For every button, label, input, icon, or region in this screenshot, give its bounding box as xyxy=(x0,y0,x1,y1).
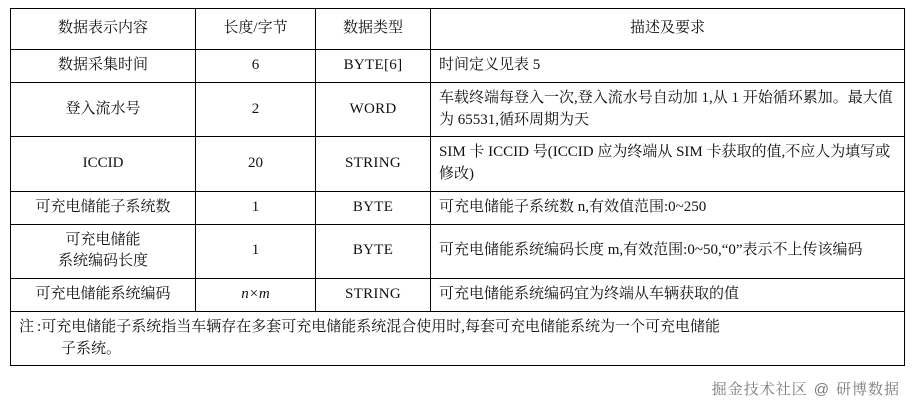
watermark-left: 掘金技术社区 xyxy=(711,381,808,398)
cell-description: 车载终端每登入一次,登入流水号自动加 1,从 1 开始循环累加。最大值为 65531,循环周期为天 xyxy=(431,82,905,137)
column-header-description: 描述及要求 xyxy=(431,9,905,50)
table-note-row xyxy=(11,311,905,366)
note-label: 注 xyxy=(19,318,38,335)
cell-description: 可充电储能系统编码宜为终端从车辆获取的值 xyxy=(431,279,905,312)
watermark xyxy=(712,378,900,399)
cell-name-line2: 系统编码长度 xyxy=(57,253,148,270)
cell-name: ICCID xyxy=(11,137,196,192)
spec-table xyxy=(10,8,905,366)
note-line1: 可充电储能子系统指当车辆存在多套可充电储能系统混合使用时,每套可充电储能系统为一个可充电储能 xyxy=(41,318,720,335)
table-row xyxy=(11,224,905,279)
note-colon: : xyxy=(37,318,42,335)
table-body xyxy=(11,50,905,366)
table-row xyxy=(11,191,905,224)
watermark-separator: @ xyxy=(813,381,830,398)
cell-length: n×m xyxy=(196,279,316,312)
cell-type: WORD xyxy=(316,82,431,137)
cell-type: STRING xyxy=(316,137,431,192)
column-header-content: 数据表示内容 xyxy=(11,9,196,50)
cell-type: BYTE[6] xyxy=(316,50,431,83)
table-note xyxy=(11,311,905,366)
cell-length: 1 xyxy=(196,224,316,279)
cell-description: 可充电储能子系统数 n,有效值范围:0~250 xyxy=(431,191,905,224)
cell-name: 登入流水号 xyxy=(11,82,196,137)
cell-description: 可充电储能系统编码长度 m,有效范围:0~50,“0”表示不上传该编码 xyxy=(431,224,905,279)
cell-name: 可充电储能子系统数 xyxy=(11,191,196,224)
table-row xyxy=(11,50,905,83)
cell-description: 时间定义见表 5 xyxy=(431,50,905,83)
cell-length: 1 xyxy=(196,191,316,224)
cell-length: 6 xyxy=(196,50,316,83)
cell-description: SIM 卡 ICCID 号(ICCID 应为终端从 SIM 卡获取的值,不应人为填写或修改) xyxy=(431,137,905,192)
cell-length: 2 xyxy=(196,82,316,137)
cell-name: 可充电储能系统编码 xyxy=(11,279,196,312)
table-row xyxy=(11,137,905,192)
column-header-length: 长度/字节 xyxy=(196,9,316,50)
table-header-row xyxy=(11,9,905,50)
cell-type: BYTE xyxy=(316,224,431,279)
cell-type: BYTE xyxy=(316,191,431,224)
watermark-right: 研博数据 xyxy=(835,381,900,398)
cell-name-line1: 可充电储能 xyxy=(65,231,141,248)
cell-name xyxy=(11,224,196,279)
cell-length: 20 xyxy=(196,137,316,192)
note-line2: 子系统。 xyxy=(61,340,122,357)
column-header-datatype: 数据类型 xyxy=(316,9,431,50)
table-header xyxy=(11,9,905,50)
table-row xyxy=(11,82,905,137)
cell-type: STRING xyxy=(316,279,431,312)
table-row xyxy=(11,279,905,312)
cell-name: 数据采集时间 xyxy=(11,50,196,83)
